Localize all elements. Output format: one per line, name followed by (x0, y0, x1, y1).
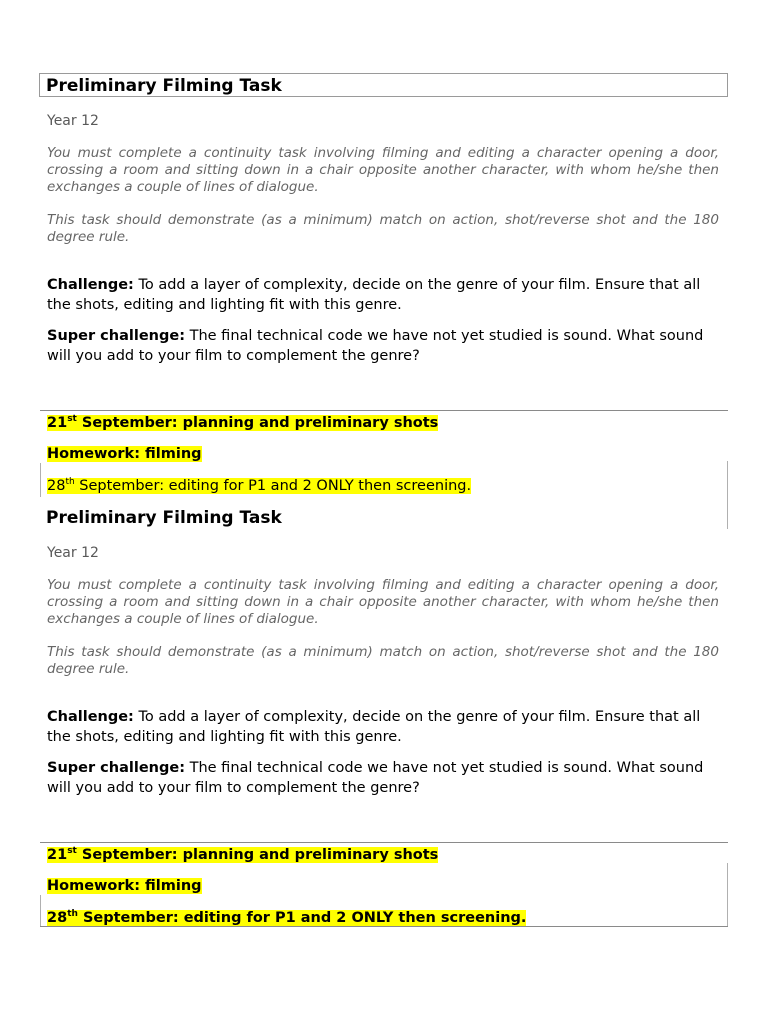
table-border-left-2 (40, 895, 41, 927)
challenge-text: To add a layer of complexity, decide on the genre of your film. Ensure that all the shots, editing and lighting fit with this genre. (47, 277, 701, 313)
date-number: 28 (47, 478, 66, 494)
title-box (39, 73, 728, 97)
task-requirements: This task should demonstrate (as a minimum) match on action, shot/reverse shot and the 180 degree rule. (47, 212, 719, 245)
super-challenge-label: Super challenge: (47, 760, 185, 776)
table-bottom-border (40, 926, 728, 927)
schedule-row-1-text (47, 415, 438, 431)
super-challenge-label: Super challenge: (47, 328, 185, 344)
challenge-label: Challenge: (47, 277, 134, 293)
page-title: Preliminary Filming Task (46, 508, 282, 528)
schedule-row-1 (47, 844, 438, 864)
super-challenge-paragraph (47, 759, 727, 798)
table-border-right-2 (727, 863, 728, 927)
challenge-paragraph (47, 276, 727, 315)
schedule-row-3-text (47, 910, 526, 926)
date-suffix: st (67, 414, 77, 425)
schedule-row-1-desc: September: planning and preliminary shots (76, 415, 439, 431)
year-label: Year 12 (47, 113, 99, 129)
document-section-1 (0, 0, 768, 494)
schedule-top-border (40, 410, 728, 411)
year-label: Year 12 (47, 545, 99, 561)
challenge-label: Challenge: (47, 709, 134, 725)
title-box (39, 505, 728, 529)
schedule-row-1 (47, 412, 438, 432)
super-challenge-text: The final technical code we have not yet studied is sound. What sound will you add to your film to complement the genre? (47, 760, 704, 796)
schedule-row-2-text: Homework: filming (47, 446, 202, 462)
schedule-row-1-text (47, 847, 438, 863)
schedule-row-2 (47, 875, 202, 895)
page-title: Preliminary Filming Task (46, 76, 282, 96)
schedule-row-1-desc: September: planning and preliminary shots (76, 847, 439, 863)
date-suffix: th (65, 477, 75, 488)
date-number: 21 (47, 847, 68, 863)
super-challenge-paragraph (47, 327, 727, 366)
schedule-row-3 (47, 907, 526, 927)
task-description: You must complete a continuity task involving filming and editing a character opening a door, crossing a room and sitting down in a chair opposite another character, with whom he/she then exchanges a couple of lines of dialogue. (47, 145, 719, 195)
challenge-paragraph (47, 708, 727, 747)
schedule-top-border (40, 842, 728, 843)
date-number: 28 (47, 910, 68, 926)
date-suffix: th (67, 909, 78, 920)
schedule-row-3-desc: September: editing for P1 and 2 ONLY then screening. (77, 910, 527, 926)
date-suffix: st (67, 846, 77, 857)
super-challenge-text: The final technical code we have not yet studied is sound. What sound will you add to your film to complement the genre? (47, 328, 704, 364)
challenge-text: To add a layer of complexity, decide on the genre of your film. Ensure that all the shots, editing and lighting fit with this genre. (47, 709, 701, 745)
schedule-row-2-text: Homework: filming (47, 878, 202, 894)
document-section-2 (0, 432, 768, 926)
task-requirements: This task should demonstrate (as a minimum) match on action, shot/reverse shot and the 180 degree rule. (47, 644, 719, 677)
schedule-row-3-desc: September: editing for P1 and 2 ONLY then screening. (74, 478, 472, 494)
task-description: You must complete a continuity task involving filming and editing a character opening a door, crossing a room and sitting down in a chair opposite another character, with whom he/she then exchanges a couple of lines of dialogue. (47, 577, 719, 627)
date-number: 21 (47, 415, 68, 431)
